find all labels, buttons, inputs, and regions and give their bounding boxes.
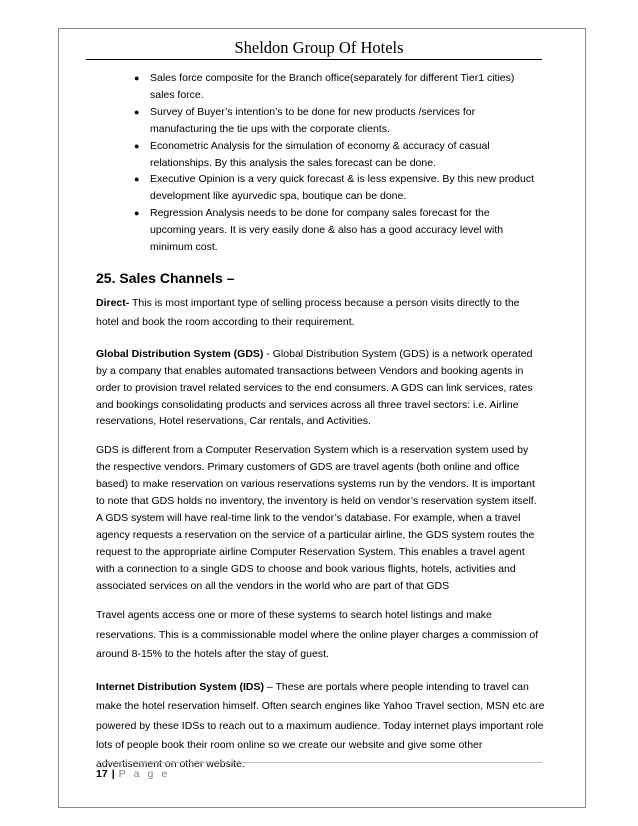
bullet-list: [96, 70, 545, 256]
direct-label: Direct-: [96, 296, 130, 309]
travel-agents-paragraph: Travel agents access one or more of these systems to search hotel listings and make reservations. This is a commissionable model where the online player charges a commission of around 8-15% to the hotels after the stay of guest.: [96, 609, 539, 661]
list-item: ● Executive Opinion is a very quick forecast & is less expensive. By this new product development like ayurvedic spa, boutique can be done.: [134, 173, 535, 203]
bullet-icon: ●: [134, 106, 140, 117]
ids-text: – These are portals where people intending to travel can make the hotel reservation himself. Often search engines like Yahoo Travel section, MSN etc are powered by these IDSs to reach out to a maximum audience. Today internet plays important role lots of people book their room online so we create our website and give some other advertisement on other website.: [96, 680, 545, 771]
document-body: [96, 70, 545, 788]
bullet-icon: ●: [134, 174, 140, 185]
header-rule: [86, 59, 542, 60]
list-item: ● Regression Analysis needs to be done for company sales forecast for the upcoming years. It is very easily done & also has a good accuracy level with minimum cost.: [134, 207, 504, 254]
page-word: P a g e: [118, 768, 170, 780]
page-number: 17: [96, 768, 108, 780]
bullet-icon: ●: [134, 73, 140, 83]
direct-text: This is most important type of selling process because a person visits directly to the hotel and book the room according to their requirement.: [96, 296, 520, 329]
gds-paragraph: [96, 346, 545, 431]
bullet-icon: ●: [134, 140, 140, 151]
footer-rule: [96, 762, 542, 763]
section-heading: 25. Sales Channels –: [96, 269, 235, 286]
gds-difference-paragraph: GDS is different from a Computer Reservation System which is a reservation system used by the respective vendors. Primary customers of GDS are travel agents (both online and office based) to make reservation on various reservations systems run by the vendors. It is important to note that GDS holds no inventory, the inventory is held on vendor’s reservation system itself. A GDS system will have real-time link to the vendor’s database. For example, when a travel agency requests a reservation on the service of a particular airline, the GDS system routes the request to the appropriate airline Computer Reservation System. This enables a travel agent with a connection to a single GDS to choose and book various flights, hotels, activities and associated services on all the vendors in the world who are part of that GDS: [96, 444, 537, 592]
list-item: ● Econometric Analysis for the simulation of economy & accuracy of casual relationships. By this analysis the sales forecast can be done.: [134, 139, 490, 169]
footer-separator: |: [111, 768, 115, 780]
page-header: Sheldon Group Of Hotels: [234, 38, 404, 57]
gds-label: Global Distribution System (GDS): [96, 347, 264, 360]
list-item: ● Sales force composite for the Branch office(separately for different Tier1 cities) sales force.: [134, 72, 515, 101]
direct-paragraph: [96, 294, 545, 333]
ids-label: Internet Distribution System (IDS): [96, 680, 265, 693]
gds-text: - Global Distribution System (GDS) is a network operated by a company that enables automated transactions between Vendors and booking agents in order to provision travel related services to the end consumers. A GDS can link services, rates and bookings consolidating products and services across all three travel sectors: i.e. Airline reservations, Hotel reservations, Car rentals, and Activities.: [96, 347, 533, 428]
ids-paragraph: [96, 678, 545, 775]
list-item: ● Survey of Buyer’s intention’s to be done for new products /services for manufacturing the tie ups with the corporate clients.: [134, 105, 476, 135]
bullet-icon: ●: [134, 208, 140, 219]
page-footer: [96, 768, 170, 780]
